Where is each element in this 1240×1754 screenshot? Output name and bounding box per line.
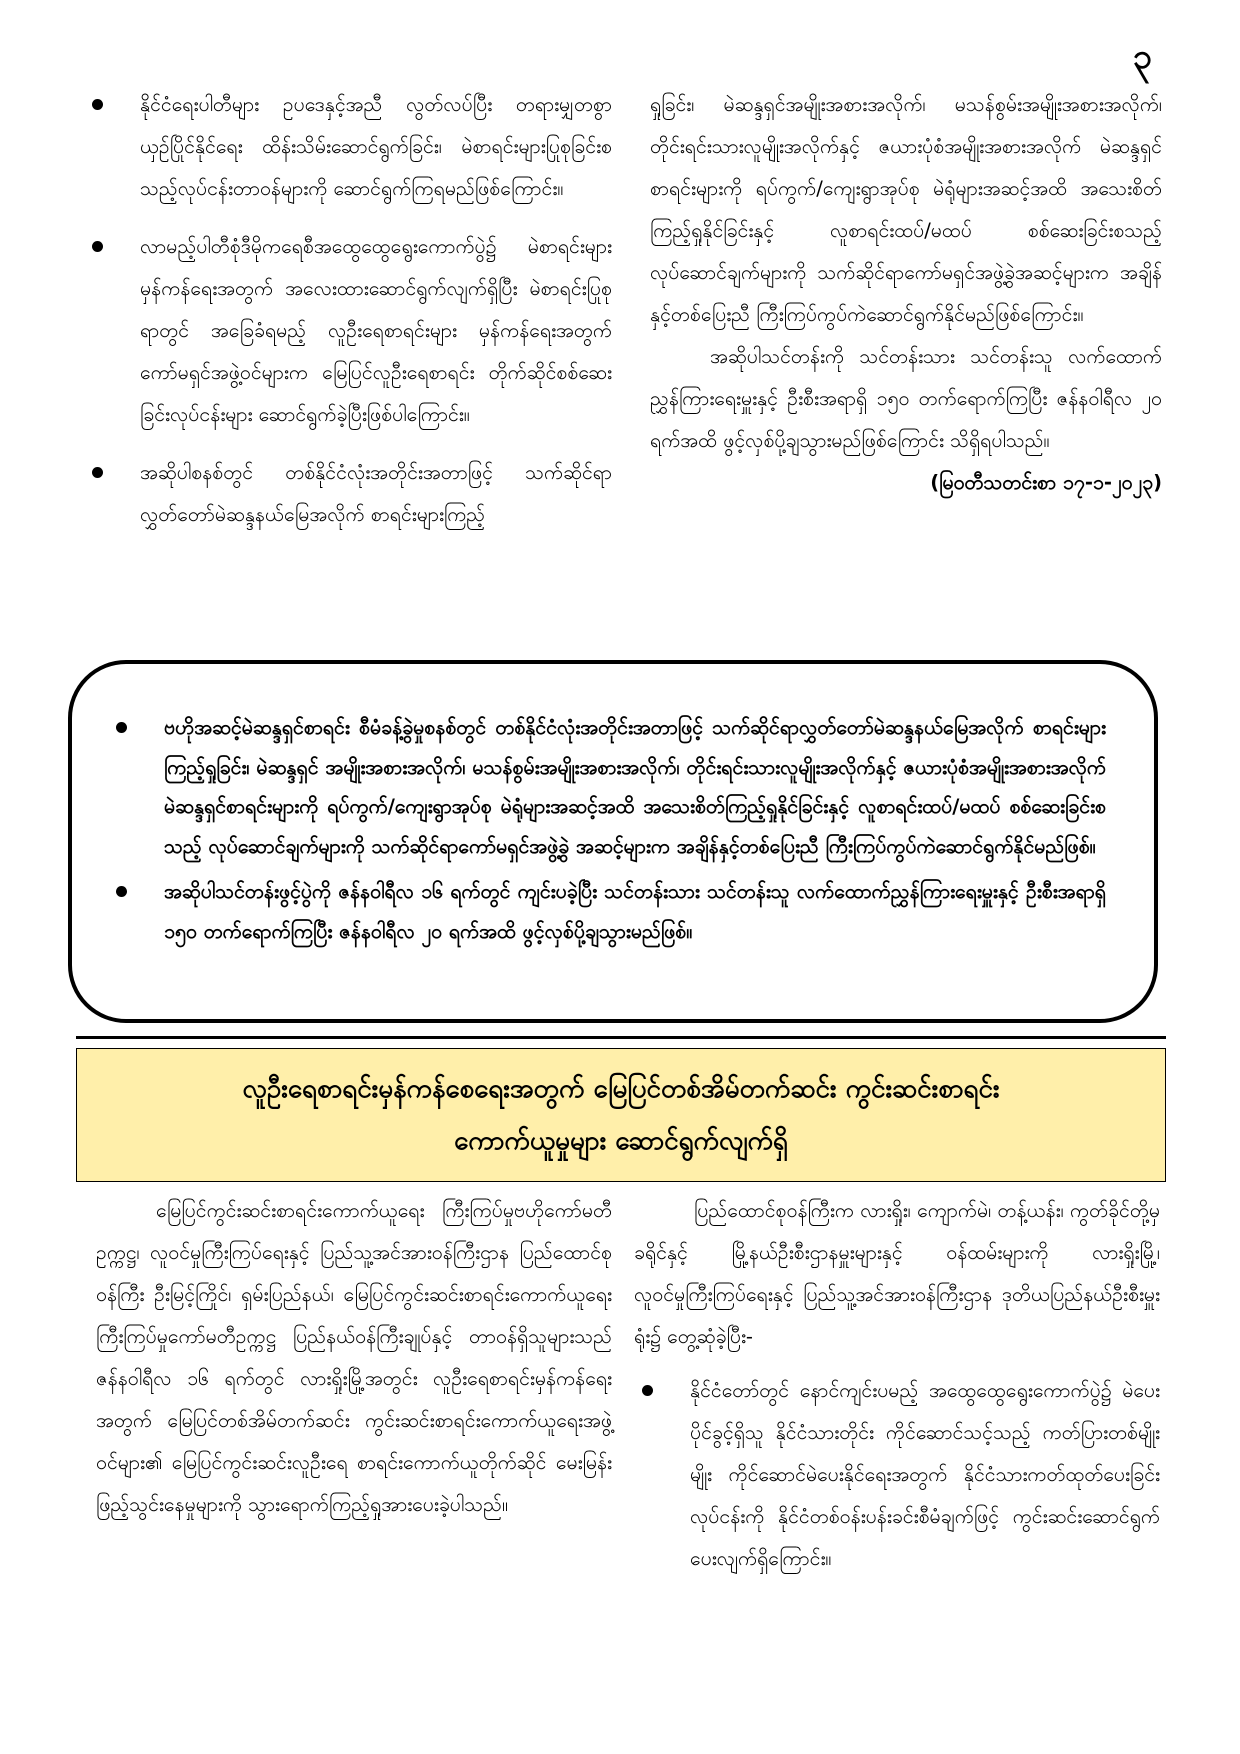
list-item: နိုင်ငံတော်တွင် နောင်ကျင်းပမည့် အထွေထွေရွေးကောက်ပွဲ၌ မဲပေးပိုင်ခွင့်ရှိသူ နိုင်ငံသားတိုင်း ကိုင်ဆောင်သင့်သည့် ကတ်ပြားတစ်မျိုးမျိုး ကိုင်ဆောင်မဲပေးနိုင်ရေးအတွက် နိုင်ငံသားကတ်ထုတ်ပေးခြင်းလုပ်ငန်းကို နိုင်ငံတစ်ဝန်းပန်းခင်းစီမံချက်ဖြင့် ကွင်းဆင်းဆောင်ရွက်ပေးလျက်ရှိကြောင်း။ <box>634 1370 1160 1580</box>
list-item: အဆိုပါစနစ်တွင် တစ်နိုင်ငံလုံးအတိုင်းအတာဖြင့် သက်ဆိုင်ရာလွှတ်တော်မဲဆန္ဒနယ်မြေအလိုက် စာရင်းများကြည့် <box>84 452 612 536</box>
headline-line-2: ကောက်ယူမှုများ ဆောင်ရွက်လျက်ရှိ <box>454 1126 788 1156</box>
section-headline-banner <box>76 1048 1166 1182</box>
summary-box <box>68 660 1158 1023</box>
paragraph: မြေပြင်ကွင်းဆင်းစာရင်းကောက်ယူရေး ကြီးကြပ်မှုဗဟိုကော်မတီဥက္ကဋ္ဌ၊ လူဝင်မှုကြီးကြပ်ရေးနှင့် ပြည်သူ့အင်အားဝန်ကြီးဌာန ပြည်ထောင်စုဝန်ကြီး ဦးမြင့်ကြိုင်၊ ရှမ်းပြည်နယ်၊ မြေပြင်ကွင်းဆင်းစာရင်းကောက်ယူရေးကြီးကြပ်မှုကော်မတီဥက္ကဋ္ဌ ပြည်နယ်ဝန်ကြီးချုပ်နှင့် တာဝန်ရှိသူများသည် ဇန်နဝါရီလ ၁၆ ရက်တွင် လားရှိုးမြို့အတွင်း လူဦးရေစာရင်းမှန်ကန်ရေးအတွက် မြေပြင်တစ်အိမ်တက်ဆင်း ကွင်းဆင်းစာရင်းကောက်ယူရေးအဖွဲ့ဝင်များ၏ မြေပြင်ကွင်းဆင်းလူဦးရေ စာရင်းကောက်ယူတိုက်ဆိုင် မေးမြန်းဖြည့်သွင်းနေမှုများကို သွားရောက်ကြည့်ရှုအားပေးခဲ့ပါသည်။ <box>96 1199 612 1516</box>
bottom-left-column <box>96 1190 612 1526</box>
top-left-column <box>84 84 612 552</box>
bottom-right-column <box>634 1190 1160 1596</box>
list-item: လာမည့်ပါတီစုံဒီမိုကရေစီအထွေထွေရွေးကောက်ပွဲ၌ မဲစာရင်းများ မှန်ကန်ရေးအတွက် အလေးထားဆောင်ရွက်လျက်ရှိပြီး မဲစာရင်းပြုစုရာတွင် အခြေခံရမည့် လူဦးရေစာရင်းများ မှန်ကန်ရေးအတွက် ကော်မရှင်အဖွဲ့ဝင်များက မြေပြင်လူဦးရေစာရင်း တိုက်ဆိုင်စစ်ဆေးခြင်းလုပ်ငန်းများ ဆောင်ရွက်ခဲ့ပြီးဖြစ်ပါကြောင်း။ <box>84 226 612 436</box>
page-number: ၃ <box>1132 37 1152 77</box>
top-left-bullet-list <box>84 84 612 536</box>
continued-paragraph: ရှုခြင်း၊ မဲဆန္ဒရှင်အမျိုးအစားအလိုက်၊ မသန်စွမ်းအမျိုးအစားအလိုက်၊ တိုင်းရင်းသားလူမျိုးအလိုက်နှင့် ဇယားပုံစံအမျိုးအစားအလိုက် မဲဆန္ဒရှင်စာရင်းများကို ရပ်ကွက်/ကျေးရွာအုပ်စု မဲရုံများအဆင့်အထိ အသေးစိတ်ကြည့်ရှုနိုင်ခြင်းနှင့် လူစာရင်းထပ်/မထပ် စစ်ဆေးခြင်းစသည့် လုပ်ဆောင်ချက်များကို သက်ဆိုင်ရာကော်မရှင်အဖွဲ့ခွဲအဆင့်များက အချိန်နှင့်တစ်ပြေးညီ ကြီးကြပ်ကွပ်ကဲဆောင်ရွက်နိုင်မည်ဖြစ်ကြောင်း။ <box>650 93 1162 326</box>
paragraph: ပြည်ထောင်စုဝန်ကြီးက လားရှိုး၊ ကျောက်မဲ၊ တန့်ယန်း၊ ကွတ်ခိုင်တို့မှ ခရိုင်နှင့် မြို့နယ်ဦးစီးဌာနမှူးများနှင့် ဝန်ထမ်းများကို လားရှိုးမြို့၊ လူဝင်မှုကြီးကြပ်ရေးနှင့် ပြည်သူ့အင်အားဝန်ကြီးဌာန ဒုတိယပြည်နယ်ဦးစီးမှူးရုံး၌ တွေ့ဆုံခဲ့ပြီး- <box>634 1199 1160 1348</box>
news-source: (မြဝတီသတင်းစာ ၁၇-၁-၂၀၂၃) <box>930 471 1162 494</box>
list-item: ဗဟိုအဆင့်မဲဆန္ဒရှင်စာရင်း စီမံခန့်ခွဲမှုစနစ်တွင် တစ်နိုင်ငံလုံးအတိုင်းအတာဖြင့် သက်ဆိုင်ရာလွှတ်တော်မဲဆန္ဒနယ်မြေအလိုက် စာရင်းများကြည့်ရှုခြင်း၊ မဲဆန္ဒရှင် အမျိုးအစားအလိုက်၊ မသန်စွမ်းအမျိုးအစားအလိုက်၊ တိုင်းရင်းသားလူမျိုးအလိုက်နှင့် ဇယားပုံစံအမျိုးအစားအလိုက် မဲဆန္ဒရှင်စာရင်းများကို ရပ်ကွက်/ကျေးရွာအုပ်စု မဲရုံများအဆင့်အထိ အသေးစိတ်ကြည့်ရှုနိုင်ခြင်းနှင့် လူစာရင်းထပ်/မထပ် စစ်ဆေးခြင်းစသည့် လုပ်ဆောင်ချက်များကို သက်ဆိုင်ရာကော်မရှင်အဖွဲ့ခွဲ အဆင့်များက အချိန်နှင့်တစ်ပြေးညီ ကြီးကြပ်ကွပ်ကဲဆောင်ရွက်နိုင်မည်ဖြစ်။ <box>108 708 1106 866</box>
paragraph: အဆိုပါသင်တန်းကို သင်တန်းသား သင်တန်းသူ လက်ထောက်ညွှန်ကြားရေးမှူးနှင့် ဦးစီးအရာရှိ ၁၅၀ တက်ရောက်ကြပြီး ဇန်နဝါရီလ ၂၀ ရက်အထိ ဖွင့်လှစ်ပို့ချသွားမည်ဖြစ်ကြောင်း သိရှိရပါသည်။ <box>650 345 1162 452</box>
top-right-column <box>650 84 1162 504</box>
summary-bullet-list <box>108 708 1106 951</box>
bottom-right-bullet-list <box>634 1370 1160 1580</box>
list-item: အဆိုပါသင်တန်းဖွင့်ပွဲကို ဇန်နဝါရီလ ၁၆ ရက်တွင် ကျင်းပခဲ့ပြီး သင်တန်းသား သင်တန်းသူ လက်ထောက်ညွှန်ကြားရေးမှူးနှင့် ဦးစီးအရာရှိ ၁၅၀ တက်ရောက်ကြပြီး ဇန်နဝါရီလ ၂၀ ရက်အထိ ဖွင့်လှစ်ပို့ချသွားမည်ဖြစ်။ <box>108 872 1106 951</box>
list-item: နိုင်ငံရေးပါတီများ ဥပဒေနှင့်အညီ လွတ်လပ်ပြီး တရားမျှတစွာ ယှဉ်ပြိုင်နိုင်ရေး ထိန်းသိမ်းဆောင်ရွက်ခြင်း၊ မဲစာရင်းများပြုစုခြင်းစသည့်လုပ်ငန်းတာဝန်များကို ဆောင်ရွက်ကြရမည်ဖြစ်ကြောင်း။ <box>84 84 612 210</box>
headline-line-1: လူဦးရေစာရင်းမှန်ကန်စေရေးအတွက် မြေပြင်တစ်အိမ်တက်ဆင်း ကွင်းဆင်းစာရင်း <box>242 1074 1000 1104</box>
divider <box>76 1036 1166 1039</box>
